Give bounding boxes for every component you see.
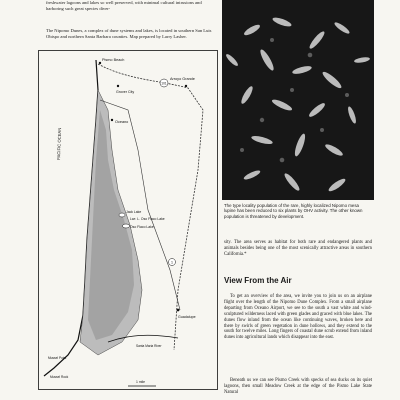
map-caption: The Nipomo Dunes, a complex of dune systems and lakes, is located in southern San Luis Obispo and northern Santa Barbara counties. Map prepared by Larry Lasher.	[46, 28, 212, 39]
grover-city-marker	[117, 85, 119, 87]
paragraph-2: To get an overview of the area, we invite you to join us on an airplane flight over the length of the Nipomo Dune Complex. From a small airplane departing from Oceano Airport, we see to the south a vast white and wind-sculptured wilderness laced with green glades and graced with blue lakes. The dunes flow inland from the ocean like continuing waves, broken here and there by swirls of green vegetation in dune hollows, and they extend to the south for twelve miles. Long fingers of coastal dune scrub extend from inland dunes into agricultural lands which disappear into the east.	[224, 294, 372, 341]
lupine-photo-art	[222, 0, 374, 200]
lupine-photo	[222, 0, 374, 200]
top-text: freshwater lagoons and lakes so well preserved, with minimal cultural intrusions and harboring such great species diver-	[46, 0, 202, 11]
hwy-101-label: 101	[161, 81, 167, 86]
jack-lake	[119, 213, 125, 217]
label-oso-flaco-lake: Oso Flaco Lake	[130, 225, 154, 229]
guadalupe-marker	[177, 309, 180, 312]
label-scale: 1 mile	[136, 380, 146, 384]
nipomo-dunes-map	[38, 50, 218, 390]
hwy-1-label: 1	[171, 260, 173, 265]
label-grover-city: Grover City	[116, 90, 135, 94]
oceano-marker	[111, 119, 113, 121]
label-jack-lake: Jack Lake	[126, 210, 142, 214]
label-pismo-beach: Pismo Beach	[102, 58, 125, 62]
label-guadalupe: Guadalupe	[178, 315, 196, 319]
label-mussel-point: Mussel Point	[48, 356, 67, 360]
arroyo-grande-marker	[185, 85, 187, 87]
label-santa-maria-river: Santa Maria River	[136, 344, 162, 348]
paragraph-1: sity. The area serves as habitat for both rare and endangered plants and animals besides being one of the most scenically attractive areas in southern California.*	[224, 240, 372, 257]
label-oceano: Oceano	[115, 120, 129, 124]
label-arroyo-grande: Arroyo Grande	[170, 77, 195, 81]
pismo-beach-marker	[99, 62, 101, 64]
section-heading: View From the Air	[224, 276, 292, 285]
label-mussel-rock: Mussel Rock	[50, 375, 69, 379]
label-pacific-ocean: PACIFIC OCEAN	[56, 127, 63, 161]
photo-caption: The type locality population of the rare, highly localized Nipomo mesa lupine has been reduced to six plants by OHV activity. The other known population is threatened by development.	[224, 203, 363, 219]
map-svg	[38, 50, 218, 390]
paragraph-3: Beneath us we can see Pismo Creek with specks of sea ducks on its quiet lagoons, then small Meadow Creek at the edge of the Pismo Lake State Natural	[224, 378, 372, 395]
oso-flaco-lake	[123, 224, 130, 228]
label-lower-oso-flaco: Lwr. L. Oso Flaco Lake	[130, 217, 165, 221]
